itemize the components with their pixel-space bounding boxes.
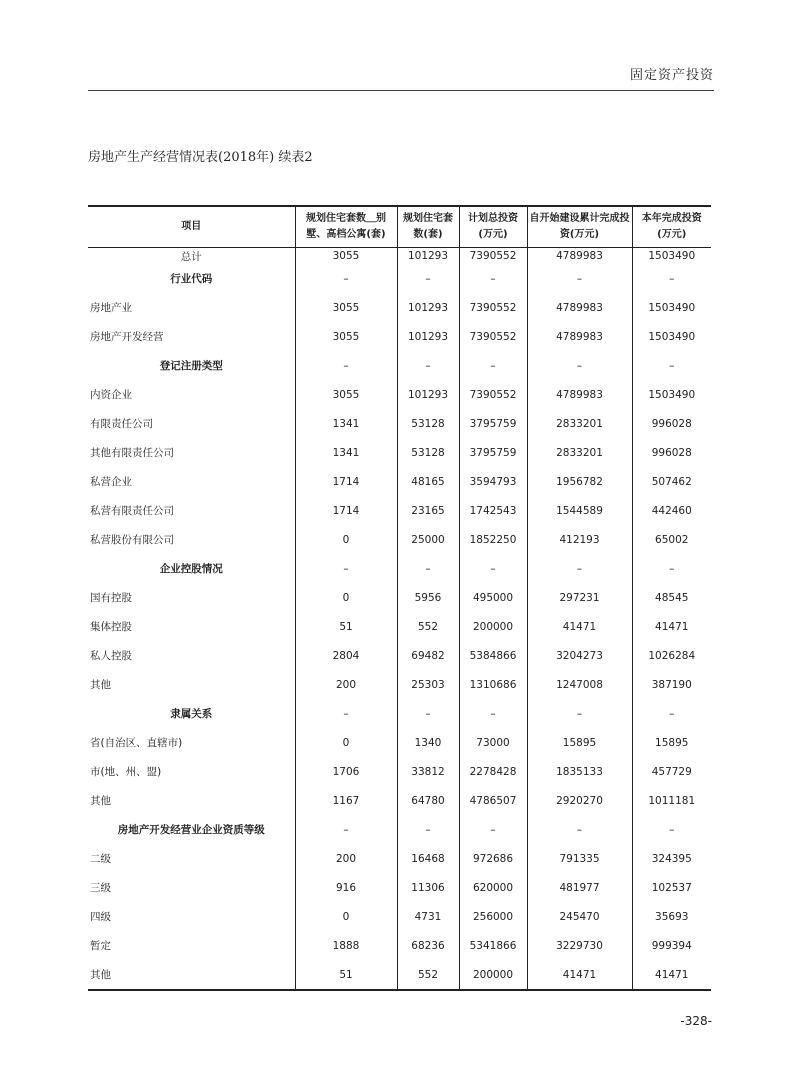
- table-cell: 1503490: [632, 248, 711, 265]
- table-cell: 1247008: [527, 670, 632, 699]
- table-cell: –: [459, 815, 527, 844]
- table-cell: 297231: [527, 583, 632, 612]
- table-cell: 3055: [295, 293, 397, 322]
- table-cell: 4789983: [527, 293, 632, 322]
- table-cell: 552: [397, 612, 459, 641]
- table-cell: 64780: [397, 786, 459, 815]
- table-cell: 68236: [397, 931, 459, 960]
- table-cell: –: [295, 699, 397, 728]
- table-cell: 7390552: [459, 293, 527, 322]
- table-cell: 4789983: [527, 322, 632, 351]
- table-cell: 1852250: [459, 525, 527, 554]
- table-row: [88, 873, 711, 902]
- table-cell: 7390552: [459, 248, 527, 265]
- table-cell: 0: [295, 902, 397, 931]
- table-cell: 5341866: [459, 931, 527, 960]
- column-header: 规划住宅套数(套): [397, 206, 459, 248]
- row-label: 四级: [90, 911, 111, 923]
- table-cell: –: [632, 554, 711, 583]
- table-cell: 15895: [527, 728, 632, 757]
- table-cell: 48165: [397, 467, 459, 496]
- row-label: 隶属关系: [170, 708, 213, 720]
- table-cell: 972686: [459, 844, 527, 873]
- row-label: 行业代码: [170, 273, 213, 285]
- table-row: [88, 902, 711, 931]
- column-header: 自开始建设累计完成投资(万元): [527, 206, 632, 248]
- table-cell: 3055: [295, 248, 397, 265]
- table-cell: –: [397, 699, 459, 728]
- table-cell: 324395: [632, 844, 711, 873]
- table-cell: 41471: [632, 960, 711, 990]
- table-cell: 53128: [397, 409, 459, 438]
- data-table: [88, 205, 711, 991]
- row-label: 有限责任公司: [90, 418, 153, 430]
- table-cell: 1888: [295, 931, 397, 960]
- table-cell: 101293: [397, 248, 459, 265]
- table-cell: 7390552: [459, 380, 527, 409]
- table-cell: 73000: [459, 728, 527, 757]
- row-label: 暂定: [90, 940, 111, 952]
- row-label: 市(地、州、盟): [90, 766, 162, 778]
- row-label: 私营企业: [90, 476, 132, 488]
- table-cell: –: [459, 264, 527, 293]
- table-row: [88, 467, 711, 496]
- table-cell: 4731: [397, 902, 459, 931]
- table-cell: 1341: [295, 438, 397, 467]
- table-cell: 25303: [397, 670, 459, 699]
- table-row: [88, 728, 711, 757]
- table-cell: 41471: [527, 612, 632, 641]
- row-label: 私人控股: [90, 650, 132, 662]
- table-cell: 65002: [632, 525, 711, 554]
- table-row: [88, 351, 711, 380]
- table-row: [88, 786, 711, 815]
- table-cell: 1714: [295, 467, 397, 496]
- table-cell: 1503490: [632, 380, 711, 409]
- table-cell: 916: [295, 873, 397, 902]
- row-label: 二级: [90, 853, 111, 865]
- table-cell: 200000: [459, 960, 527, 990]
- table-cell: 1706: [295, 757, 397, 786]
- table-cell: 15895: [632, 728, 711, 757]
- table-cell: 256000: [459, 902, 527, 931]
- table-cell: 1503490: [632, 293, 711, 322]
- table-cell: 51: [295, 612, 397, 641]
- table-cell: –: [632, 815, 711, 844]
- table-row: [88, 699, 711, 728]
- table-cell: 1742543: [459, 496, 527, 525]
- table-cell: 2278428: [459, 757, 527, 786]
- table-cell: 791335: [527, 844, 632, 873]
- table-cell: 1714: [295, 496, 397, 525]
- header-divider: [88, 90, 714, 91]
- table-cell: –: [397, 815, 459, 844]
- row-label: 集体控股: [90, 621, 132, 633]
- table-cell: –: [397, 351, 459, 380]
- table-cell: 507462: [632, 467, 711, 496]
- table-cell: 2833201: [527, 438, 632, 467]
- page-number: -328-: [680, 1014, 712, 1028]
- table-cell: 2833201: [527, 409, 632, 438]
- table-cell: 1167: [295, 786, 397, 815]
- column-header: 规划住宅套数＿别墅、高档公寓(套): [295, 206, 397, 248]
- row-label: 房地产业: [90, 302, 132, 314]
- row-label: 三级: [90, 882, 111, 894]
- table-cell: 1544589: [527, 496, 632, 525]
- table-cell: 41471: [632, 612, 711, 641]
- table-cell: 0: [295, 728, 397, 757]
- table-header-row: [88, 206, 711, 248]
- table-cell: 48545: [632, 583, 711, 612]
- table-cell: 23165: [397, 496, 459, 525]
- table-row: [88, 931, 711, 960]
- table-cell: 3229730: [527, 931, 632, 960]
- table-cell: –: [527, 815, 632, 844]
- table-cell: 3594793: [459, 467, 527, 496]
- table-cell: 102537: [632, 873, 711, 902]
- table-cell: 101293: [397, 322, 459, 351]
- table-cell: 3204273: [527, 641, 632, 670]
- table-row: [88, 670, 711, 699]
- row-label: 私营股份有限公司: [90, 534, 174, 546]
- row-label: 总计: [180, 250, 202, 263]
- table-cell: 996028: [632, 438, 711, 467]
- table-cell: 412193: [527, 525, 632, 554]
- table-row: [88, 554, 711, 583]
- table-cell: 11306: [397, 873, 459, 902]
- table-cell: 999394: [632, 931, 711, 960]
- table-row: [88, 322, 711, 351]
- table-cell: 200: [295, 844, 397, 873]
- table-cell: 1011181: [632, 786, 711, 815]
- column-header: 项目: [88, 206, 295, 248]
- table-cell: 200: [295, 670, 397, 699]
- table-cell: 481977: [527, 873, 632, 902]
- table-cell: 101293: [397, 380, 459, 409]
- table-cell: 4786507: [459, 786, 527, 815]
- table-cell: 387190: [632, 670, 711, 699]
- table-cell: 0: [295, 525, 397, 554]
- table-cell: 3055: [295, 322, 397, 351]
- table-cell: –: [527, 264, 632, 293]
- table-row: [88, 641, 711, 670]
- row-label: 国有控股: [90, 592, 132, 604]
- table-cell: 101293: [397, 293, 459, 322]
- table-cell: 3795759: [459, 409, 527, 438]
- table-cell: 1835133: [527, 757, 632, 786]
- table-cell: 1503490: [632, 322, 711, 351]
- table-cell: 620000: [459, 873, 527, 902]
- table-cell: 7390552: [459, 322, 527, 351]
- row-label: 其他有限责任公司: [90, 447, 174, 459]
- table-cell: –: [527, 554, 632, 583]
- row-label: 内资企业: [90, 389, 132, 401]
- table-row: [88, 612, 711, 641]
- column-header: 计划总投资(万元): [459, 206, 527, 248]
- table-cell: –: [632, 264, 711, 293]
- table-cell: 1310686: [459, 670, 527, 699]
- table-cell: 1026284: [632, 641, 711, 670]
- row-label: 房地产开发经营: [90, 331, 164, 343]
- table-cell: –: [632, 699, 711, 728]
- table-cell: –: [527, 699, 632, 728]
- table-row: [88, 757, 711, 786]
- table-row: [88, 264, 711, 293]
- table-row: [88, 960, 711, 990]
- row-label: 其他: [90, 795, 111, 807]
- table-cell: 5384866: [459, 641, 527, 670]
- table-cell: 200000: [459, 612, 527, 641]
- row-label: 省(自治区、直辖市): [90, 737, 183, 749]
- table-cell: 996028: [632, 409, 711, 438]
- table-row: [88, 525, 711, 554]
- row-label: 私营有限责任公司: [90, 505, 174, 517]
- table-cell: 16468: [397, 844, 459, 873]
- table-cell: 495000: [459, 583, 527, 612]
- table-cell: 2804: [295, 641, 397, 670]
- table-cell: –: [295, 264, 397, 293]
- table-cell: –: [295, 554, 397, 583]
- table-row: [88, 380, 711, 409]
- table-cell: 2920270: [527, 786, 632, 815]
- table-cell: 245470: [527, 902, 632, 931]
- table-cell: 53128: [397, 438, 459, 467]
- table-cell: 0: [295, 583, 397, 612]
- column-header: 本年完成投资(万元): [632, 206, 711, 248]
- table-cell: –: [295, 351, 397, 380]
- section-header: 固定资产投资: [629, 68, 714, 83]
- row-label: 其他: [90, 969, 111, 981]
- row-label: 其他: [90, 679, 111, 691]
- table-cell: 4789983: [527, 248, 632, 265]
- table-row: [88, 409, 711, 438]
- table-row: [88, 438, 711, 467]
- table-row: [88, 844, 711, 873]
- table-cell: 442460: [632, 496, 711, 525]
- table-title: 房地产生产经营情况表(2018年) 续表2: [88, 150, 313, 165]
- table-cell: 33812: [397, 757, 459, 786]
- table-cell: 552: [397, 960, 459, 990]
- table-cell: 1340: [397, 728, 459, 757]
- table-row: [88, 293, 711, 322]
- table-row: [88, 248, 711, 265]
- table-cell: 4789983: [527, 380, 632, 409]
- table-cell: –: [295, 815, 397, 844]
- table-cell: 3055: [295, 380, 397, 409]
- table-cell: 3795759: [459, 438, 527, 467]
- table-row: [88, 496, 711, 525]
- table-cell: –: [527, 351, 632, 380]
- table-cell: –: [459, 554, 527, 583]
- row-label: 登记注册类型: [159, 360, 223, 372]
- table-cell: –: [632, 351, 711, 380]
- table-row: [88, 583, 711, 612]
- row-label: 企业控股情况: [159, 563, 223, 575]
- table-cell: –: [459, 351, 527, 380]
- table-row: [88, 815, 711, 844]
- table-cell: 41471: [527, 960, 632, 990]
- table-cell: 457729: [632, 757, 711, 786]
- table-cell: –: [397, 554, 459, 583]
- table-cell: 1956782: [527, 467, 632, 496]
- table-cell: –: [459, 699, 527, 728]
- table-cell: 51: [295, 960, 397, 990]
- table-cell: 5956: [397, 583, 459, 612]
- table-cell: 69482: [397, 641, 459, 670]
- table-cell: 35693: [632, 902, 711, 931]
- row-label: 房地产开发经营业企业资质等级: [117, 824, 265, 836]
- table-cell: 25000: [397, 525, 459, 554]
- table-cell: 1341: [295, 409, 397, 438]
- table-cell: –: [397, 264, 459, 293]
